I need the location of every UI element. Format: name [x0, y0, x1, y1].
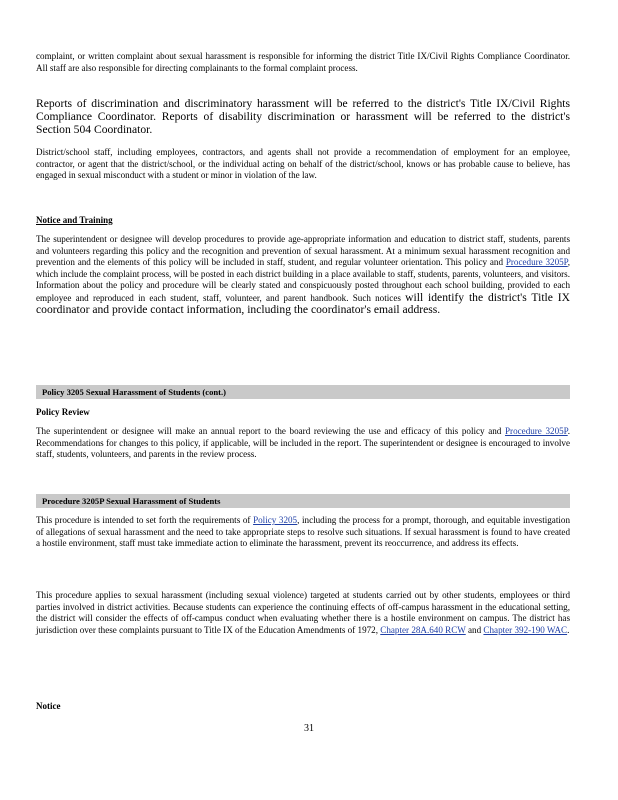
paragraph-text: This procedure applies to sexual harassment (including sexual violence) targeted at students carried out by other students, employees or third parties involved in district activities. Because students can experience the continuing effects of off-campus harassment in the educational setting, the district will consider the effects of off-campus conduct when evaluating whether there is a hostile environment on campus. The district has jurisdiction over these complaints pursuant to Title IX of the Education Amendments of 1972,: [36, 590, 570, 635]
procedure-3205p-link[interactable]: Procedure 3205P: [504, 426, 568, 436]
paragraph-text-coordinator: will identify the district's Title IX coordinator and provide contact information, including the coordinator's email address.: [36, 290, 570, 317]
paragraph-referral: Reports of discrimination and discriminatory harassment will be referred to the district's Title IX/Civil Rights Compliance Coordinator. Reports of disability discrimination or harassment will be referred to the district's Section 504 Coordinator.: [36, 97, 570, 136]
paragraph-notice-training: [36, 234, 570, 317]
paragraph-recommendation: District/school staff, including employees, contractors, and agents shall not provide a recommendation of employment for an employee, contractor, or agent that the district/school, or the individual acting on behalf of the district/school, knows or has probable cause to believe, has engaged in sexual misconduct with a student or minor in violation of the law.: [36, 147, 570, 180]
page-number: 31: [304, 723, 314, 734]
heading-notice: Notice: [36, 701, 61, 711]
paragraph-complaint-reporting: complaint, or written complaint about sexual harassment is responsible for informing the district Title IX/Civil Rights Compliance Coordinator. All staff are also responsible for directing complainants to the formal complaint process.: [36, 51, 570, 73]
section-band-policy-cont: [36, 385, 570, 399]
paragraph-text: This procedure is intended to set forth the requirements of: [36, 515, 251, 525]
paragraph-text: and: [465, 624, 482, 635]
chapter-28a640-rcw-link[interactable]: Chapter 28A.640 RCW: [380, 624, 466, 635]
paragraph-text: The superintendent or designee will make an annual report to the board reviewing the use and efficacy of this policy and: [36, 426, 502, 436]
heading-notice-training: Notice and Training: [36, 215, 113, 225]
heading-policy-review: Policy Review: [36, 407, 90, 417]
chapter-392-190-wac-link[interactable]: Chapter 392-190 WAC: [483, 624, 568, 635]
section-band-procedure: [36, 494, 570, 508]
policy-3205-link[interactable]: Policy 3205: [253, 515, 298, 525]
paragraph-text: .: [567, 624, 570, 635]
band-title: Policy 3205 Sexual Harassment of Students (cont.): [42, 387, 227, 397]
paragraph-text: , including the process for a prompt, thorough, and equitable investigation of allegations of sexual harassment and the need to take appropriate steps to resolve such situations. If sexual harassment is found to have created a hostile environment, staff must take immediate action to eliminate the harassment, prevent its reoccurrence, and address its effects.: [36, 515, 570, 548]
paragraph-text: , which include the complaint process, will be posted in each district building in a place available to staff, students, parents, volunteers, and visitors. Information about the policy and procedure will be clearly stated and conspicuously posted throughout each school building, provided to each employee and reproduced in each student, staff, volunteer, and parent handbook. Such notices: [36, 257, 571, 303]
paragraph-procedure-scope: [36, 590, 570, 636]
paragraph-policy-review: [36, 426, 570, 461]
paragraph-text: . Recommendations for changes to this policy, if applicable, will be included in the report. The superintendent or designee is encouraged to involve staff, students, volunteers, and parents in the review process.: [36, 426, 570, 459]
paragraph-text: The superintendent or designee will develop procedures to provide age-appropriate information and education to district staff, students, parents and volunteers regarding this policy and the recognition and prevention of sexual harassment. At a minimum sexual harassment recognition and prevention and the elements of this policy will be included in staff, student, and regular volunteer orientation. This policy and: [36, 234, 570, 267]
paragraph-procedure-intent: [36, 515, 570, 550]
procedure-3205p-link[interactable]: Procedure 3205P: [505, 257, 568, 267]
band-title: Procedure 3205P Sexual Harassment of Students: [42, 496, 221, 506]
